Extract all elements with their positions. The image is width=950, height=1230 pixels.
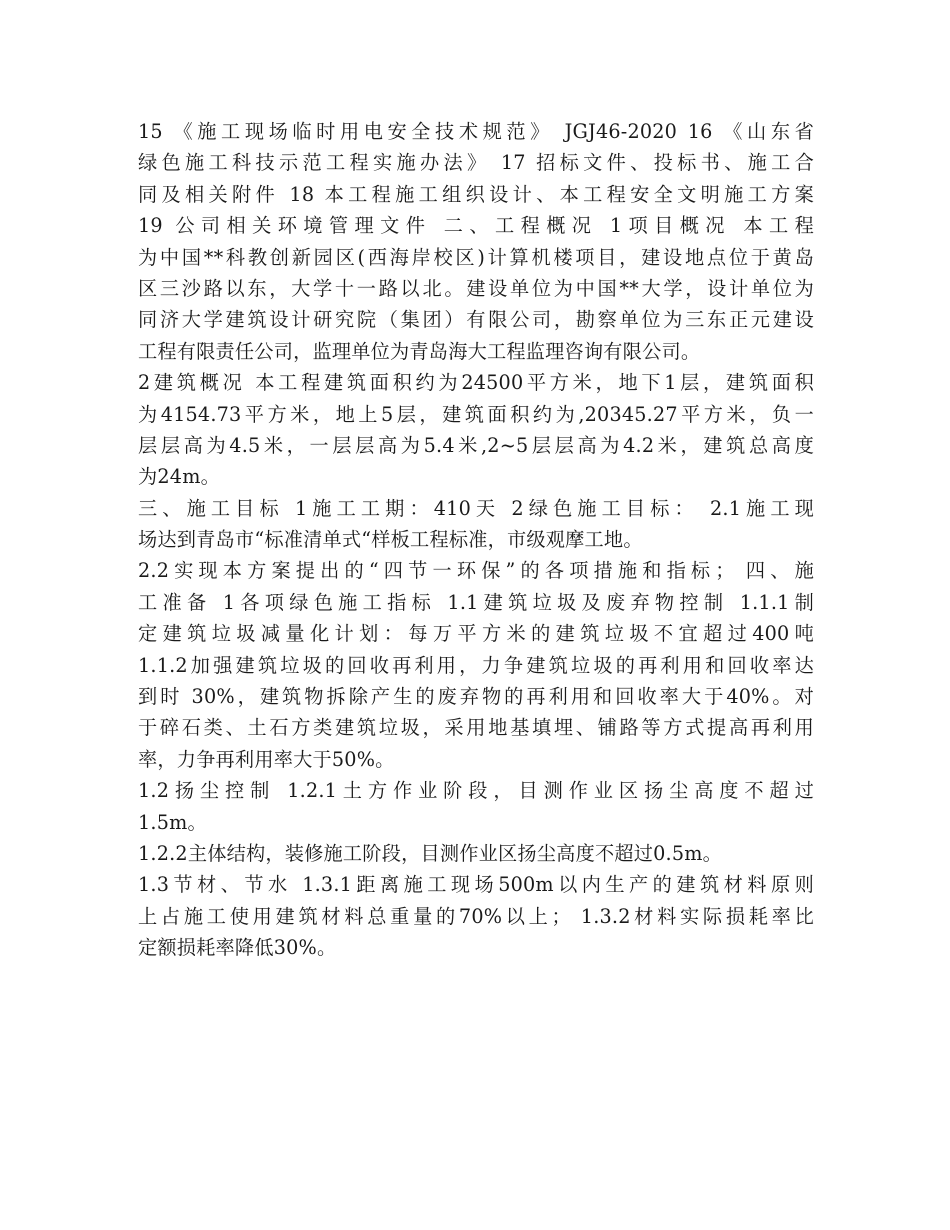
text-line: 19 公司相关环境管理文件 二、工程概况 1项目概况 本工程	[138, 214, 814, 238]
text-line: 1.3节材、节水 1.3.1距离施工现场500m以内生产的建筑材料原则	[138, 873, 814, 897]
text-line: 为24m。	[138, 465, 220, 489]
text-line: 为中国**科教创新园区(西海岸校区)计算机楼项目，建设地点位于黄岛	[138, 245, 814, 269]
text-line: 上占施工使用建筑材料总重量的70%以上； 1.3.2材料实际损耗率比	[138, 904, 814, 928]
text-line: 于碎石类、土石方类建筑垃圾，采用地基填埋、铺路等方式提高再利用	[138, 716, 814, 740]
body-text	[138, 116, 814, 964]
text-line: 1.2扬尘控制 1.2.1土方作业阶段，目测作业区扬尘高度不超过	[138, 779, 814, 803]
text-line: 15 《施工现场临时用电安全技术规范》 JGJ46-2020 16 《山东省	[138, 120, 814, 143]
text-line: 三、施工目标 1施工工期：410天 2绿色施工目标： 2.1施工现	[138, 496, 814, 520]
text-line: 同及相关附件 18 本工程施工组织设计、本工程安全文明施工方案	[138, 182, 814, 206]
text-line: 1.2.2主体结构，装修施工阶段，目测作业区扬尘高度不超过0.5m。	[138, 841, 723, 865]
text-line: 率，力争再利用率大于50%。	[138, 747, 395, 771]
text-line: 为4154.73平方米，地上5层，建筑面积约为,20345.27平方米，负一	[138, 402, 814, 426]
text-line: 区三沙路以东，大学十一路以北。建设单位为中国**大学，设计单位为	[138, 276, 814, 300]
text-line: 2.2实现本方案提出的“四节一环保”的各项措施和指标； 四、施	[138, 559, 814, 583]
text-line: 工程有限责任公司，监理单位为青岛海大工程监理咨询有限公司。	[138, 339, 701, 363]
text-line: 定额损耗率降低30%。	[138, 936, 337, 960]
text-line: 2建筑概况 本工程建筑面积约为24500平方米，地下1层，建筑面积	[138, 371, 814, 395]
text-line: 场达到青岛市“标准清单式“样板工程标准，市级观摩工地。	[138, 528, 643, 552]
text-line: 工准备 1各项绿色施工指标 1.1建筑垃圾及废弃物控制 1.1.1制	[138, 590, 814, 614]
text-line: 1.1.2加强建筑垃圾的回收再利用，力争建筑垃圾的再利用和回收率达	[138, 653, 814, 677]
text-line: 定建筑垃圾减量化计划：每万平方米的建筑垃圾不宜超过400吨	[138, 622, 814, 646]
text-line: 层层高为4.5米，一层层高为5.4米,2~5层层高为4.2米，建筑总高度	[138, 433, 814, 457]
text-line: 绿色施工科技示范工程实施办法》 17 招标文件、投标书、施工合	[138, 151, 814, 175]
text-line: 到时 30%，建筑物拆除产生的废弃物的再利用和回收率大于40%。对	[138, 685, 814, 709]
text-line: 同济大学建筑设计研究院（集团）有限公司，勘察单位为三东正元建设	[138, 308, 814, 332]
text-line: 1.5m。	[138, 810, 207, 834]
